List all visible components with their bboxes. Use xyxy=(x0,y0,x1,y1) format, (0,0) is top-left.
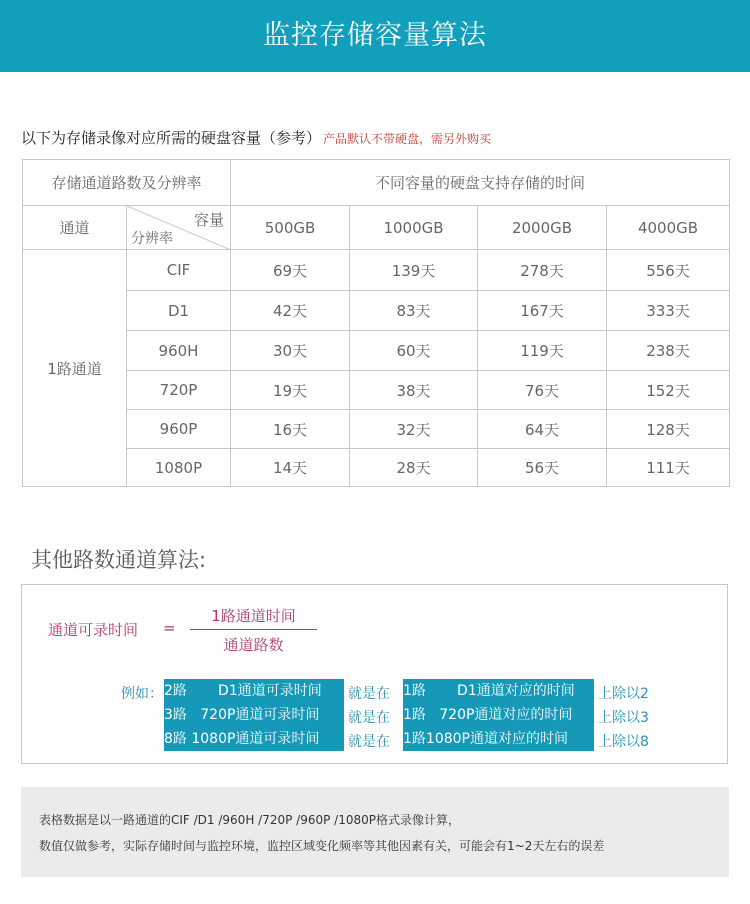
value-cell: 19天 xyxy=(231,371,350,410)
diag-resolution-label: 分辨率 xyxy=(131,231,173,247)
header-channel-resolution: 存储通道路数及分辨率 xyxy=(23,160,231,206)
example-mid: 就是在 xyxy=(348,686,390,702)
resolution-cell: 1080P xyxy=(127,449,231,487)
example-mid: 就是在 xyxy=(348,734,390,750)
header-capacity: 2000GB xyxy=(478,206,607,250)
value-cell: 69天 xyxy=(231,250,350,291)
header-capacity: 1000GB xyxy=(350,206,478,250)
formula-box xyxy=(21,584,728,764)
example-end: 上除以2 xyxy=(598,686,649,702)
value-cell: 83天 xyxy=(350,291,478,331)
table-row xyxy=(23,250,730,291)
resolution-cell: CIF xyxy=(127,250,231,291)
table-row xyxy=(23,291,730,331)
value-cell: 60天 xyxy=(350,331,478,371)
intro-note: 产品默认不带硬盘，需另外购买 xyxy=(323,132,492,146)
table-header-row-1 xyxy=(23,160,730,206)
header-capacity: 500GB xyxy=(231,206,350,250)
value-cell: 76天 xyxy=(478,371,607,410)
formula-left: 通道可录时间 xyxy=(48,621,139,639)
value-cell: 14天 xyxy=(231,449,350,487)
value-cell: 128天 xyxy=(607,410,730,449)
table-header-row-2 xyxy=(23,206,730,250)
table-row xyxy=(23,449,730,487)
intro-line xyxy=(21,127,491,148)
resolution-cell: 960H xyxy=(127,331,231,371)
formula-numerator: 1路通道时间 xyxy=(211,607,296,625)
table-row xyxy=(23,410,730,449)
page-title: 监控存储容量算法 xyxy=(263,20,487,51)
value-cell: 30天 xyxy=(231,331,350,371)
formula-denominator: 通道路数 xyxy=(223,636,284,654)
resolution-cell: 720P xyxy=(127,371,231,410)
resolution-cell: D1 xyxy=(127,291,231,331)
example-right-line: 1路 D1通道对应的时间 xyxy=(403,683,575,699)
example-right-line: 1路1080P通道对应的时间 xyxy=(403,731,568,747)
example-end: 上除以8 xyxy=(598,734,649,750)
value-cell: 32天 xyxy=(350,410,478,449)
example-mid: 就是在 xyxy=(348,710,390,726)
value-cell: 167天 xyxy=(478,291,607,331)
table-row xyxy=(23,331,730,371)
footer-line-2: 数值仅做参考，实际存储时间与监控环境，监控区域变化频率等其他因素有关，可能会有1~2天左右的误差 xyxy=(39,839,605,853)
capacity-table xyxy=(22,159,730,487)
example-left-box xyxy=(164,679,344,751)
footer-note xyxy=(21,787,729,877)
example-right-box xyxy=(403,679,594,751)
example-right-line: 1路 720P通道对应的时间 xyxy=(403,707,573,723)
value-cell: 119天 xyxy=(478,331,607,371)
value-cell: 238天 xyxy=(607,331,730,371)
value-cell: 42天 xyxy=(231,291,350,331)
value-cell: 139天 xyxy=(350,250,478,291)
value-cell: 16天 xyxy=(231,410,350,449)
example-end: 上除以3 xyxy=(598,710,649,726)
formula-equals: = xyxy=(163,619,176,637)
value-cell: 278天 xyxy=(478,250,607,291)
header-storage-time: 不同容量的硬盘支持存储的时间 xyxy=(231,160,730,206)
value-cell: 333天 xyxy=(607,291,730,331)
value-cell: 556天 xyxy=(607,250,730,291)
channel-label: 1路通道 xyxy=(23,250,127,487)
footer-line-1: 表格数据是以一路通道的CIF /D1 /960H /720P /960P /1080P格式录像计算， xyxy=(39,813,460,827)
fraction-line xyxy=(190,629,317,630)
example-label: 例如： xyxy=(121,686,163,702)
value-cell: 152天 xyxy=(607,371,730,410)
resolution-cell: 960P xyxy=(127,410,231,449)
diag-capacity-label: 容量 xyxy=(194,211,225,229)
value-cell: 111天 xyxy=(607,449,730,487)
table-row xyxy=(23,371,730,410)
example-left-line: 3路 720P通道可录时间 xyxy=(164,707,320,723)
example-left-line: 2路 D1通道可录时间 xyxy=(164,683,322,699)
section-title: 其他路数通道算法: xyxy=(31,548,207,572)
header-capacity: 4000GB xyxy=(607,206,730,250)
header-channel: 通道 xyxy=(23,206,127,250)
intro-text: 以下为存储录像对应所需的硬盘容量（参考） xyxy=(21,129,322,147)
value-cell: 56天 xyxy=(478,449,607,487)
example-left-line: 8路 1080P通道可录时间 xyxy=(164,731,320,747)
header-diagonal-cell xyxy=(127,206,231,250)
value-cell: 38天 xyxy=(350,371,478,410)
value-cell: 28天 xyxy=(350,449,478,487)
value-cell: 64天 xyxy=(478,410,607,449)
